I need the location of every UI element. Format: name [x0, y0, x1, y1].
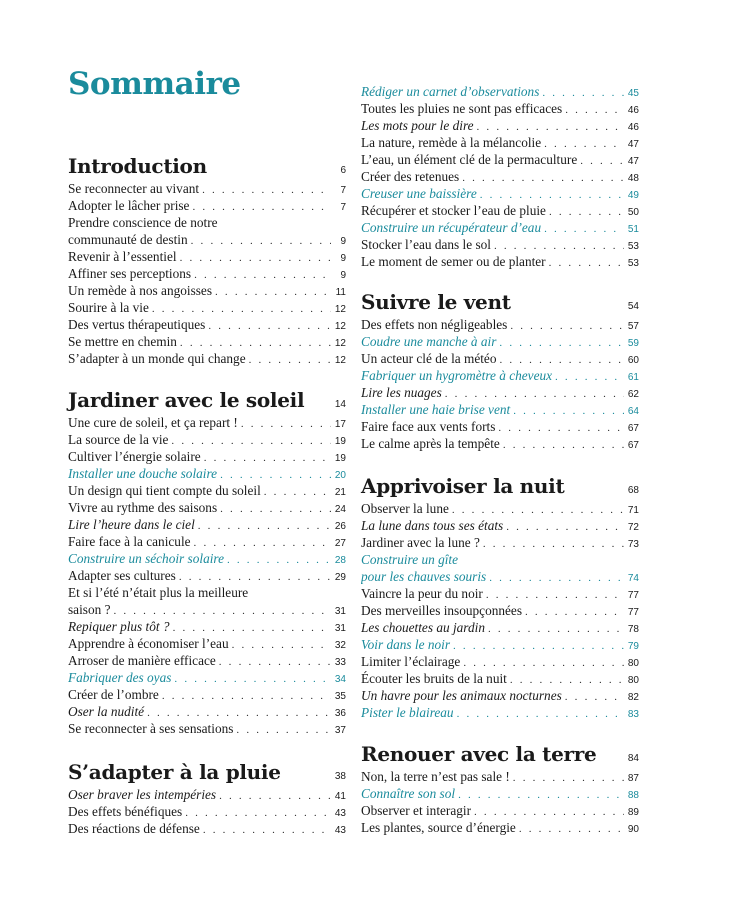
toc-leader-dots	[232, 637, 331, 652]
toc-entry[interactable]	[361, 687, 639, 704]
toc-entry[interactable]	[361, 435, 639, 452]
toc-entry[interactable]	[68, 567, 346, 584]
toc-entry[interactable]	[68, 214, 346, 231]
toc-entry-title: Créer des retenues	[361, 169, 460, 184]
toc-leader-dots	[542, 85, 624, 100]
toc-leader-dots	[219, 788, 331, 803]
toc-entry[interactable]	[361, 202, 639, 219]
toc-entry[interactable]	[68, 499, 346, 516]
toc-leader-dots	[192, 199, 331, 214]
toc-activity-entry[interactable]	[361, 551, 639, 568]
toc-entry-title: Des vertus thérapeutiques	[68, 317, 206, 332]
toc-entry-page: 36	[334, 708, 346, 719]
toc-entry-page: 87	[627, 773, 639, 784]
toc-leader-dots	[499, 335, 624, 350]
toc-leader-dots	[510, 672, 624, 687]
toc-entry-title: Faire face à la canicule	[68, 534, 191, 549]
toc-entry-title: Faire face aux vents forts	[361, 419, 496, 434]
toc-leader-dots	[264, 484, 331, 499]
toc-leader-dots	[580, 153, 624, 168]
toc-leader-dots	[198, 518, 331, 533]
toc-entry-page: 64	[627, 406, 639, 417]
toc-entry-title: Rédiger un carnet d’observations	[361, 84, 540, 99]
toc-entry-page: 43	[334, 808, 346, 819]
toc-leader-dots	[220, 467, 331, 482]
toc-leader-dots	[463, 655, 624, 670]
toc-leader-dots	[474, 804, 624, 819]
toc-entry-page: 32	[334, 640, 346, 651]
toc-activity-entry[interactable]	[361, 785, 639, 802]
toc-entry[interactable]	[68, 720, 346, 737]
toc-entry-title: Affiner ses perceptions	[68, 266, 192, 281]
toc-entry-page: 34	[334, 674, 346, 685]
toc-entry-page: 53	[627, 241, 639, 252]
toc-entry-page: 83	[627, 709, 639, 720]
toc-entry-title: Oser la nudité	[68, 704, 145, 719]
toc-entry-page: 31	[334, 623, 346, 634]
toc-activity-entry[interactable]	[361, 568, 639, 585]
toc-entry-page: 80	[627, 675, 639, 686]
toc-entry-title: Fabriquer un hygromètre à cheveux	[361, 368, 553, 383]
toc-entry[interactable]	[68, 197, 346, 214]
toc-leader-dots	[513, 770, 624, 785]
toc-entry-title: Les chouettes au jardin	[361, 620, 485, 635]
toc-section	[361, 742, 639, 836]
toc-leader-dots	[180, 335, 331, 350]
toc-entry[interactable]	[361, 151, 639, 168]
toc-entry-title: Connaître son sol	[361, 786, 456, 801]
toc-leader-dots	[113, 603, 331, 618]
toc-leader-dots	[494, 238, 624, 253]
toc-entry-page: 77	[627, 607, 639, 618]
toc-entry-title: Se reconnecter à ses sensations	[68, 721, 234, 736]
toc-leader-dots	[503, 437, 624, 452]
toc-entry-page: 26	[334, 521, 346, 532]
toc-leader-dots	[565, 689, 624, 704]
toc-entry-page: 19	[334, 436, 346, 447]
toc-entry-title: Coudre une manche à air	[361, 334, 497, 349]
toc-entry-page: 20	[334, 470, 346, 481]
toc-leader-dots	[179, 569, 331, 584]
toc-entry-title: Un acteur clé de la météo	[361, 351, 497, 366]
toc-entry-title: Cultiver l’énergie solaire	[68, 449, 201, 464]
toc-entry-title: Construire un séchoir solaire	[68, 551, 224, 566]
toc-entry[interactable]	[361, 100, 639, 117]
toc-leader-dots	[220, 501, 331, 516]
toc-entry-page: 12	[334, 355, 346, 366]
toc-entry[interactable]	[68, 533, 346, 550]
page-title: Sommaire	[68, 66, 241, 102]
toc-entry-page: 45	[627, 88, 639, 99]
toc-entry-page: 12	[334, 321, 346, 332]
toc-entry-title: Les plantes, source d’énergie	[361, 820, 516, 835]
toc-entry-page: 67	[627, 440, 639, 451]
toc-leader-dots	[249, 352, 331, 367]
toc-entry-page: 11	[335, 287, 346, 298]
toc-entry-page: 89	[627, 807, 639, 818]
toc-leader-dots	[185, 805, 331, 820]
section-heading-title: Apprivoiser la nuit	[361, 474, 565, 498]
toc-entry-title: Adapter ses cultures	[68, 568, 176, 583]
toc-entry-title: Se mettre en chemin	[68, 334, 177, 349]
toc-entry-title: Installer une douche solaire	[68, 466, 218, 481]
toc-section-heading[interactable]	[361, 742, 639, 768]
toc-entry-title: Stocker l’eau dans le sol	[361, 237, 491, 252]
toc-entry[interactable]	[68, 248, 346, 265]
toc-entry-title: Repiquer plus tôt ?	[68, 619, 170, 634]
section-heading-title: Renouer avec la terre	[361, 742, 597, 766]
toc-entry-page: 47	[627, 156, 639, 167]
toc-entry-page: 48	[627, 173, 639, 184]
toc-entry-title: Des effets non négligeables	[361, 317, 508, 332]
toc-entry-page: 46	[627, 122, 639, 133]
toc-entry-title: La source de la vie	[68, 432, 169, 447]
toc-entry-page: 9	[340, 236, 346, 247]
toc-section	[68, 154, 346, 367]
toc-leader-dots	[171, 433, 331, 448]
toc-entry-title: Vaincre la peur du noir	[361, 586, 483, 601]
toc-activity-entry[interactable]	[361, 704, 639, 721]
toc-entry-title: Observer la lune	[361, 501, 449, 516]
toc-entry[interactable]	[361, 517, 639, 534]
toc-leader-dots	[452, 502, 624, 517]
toc-entry-page: 88	[627, 790, 639, 801]
toc-entry[interactable]	[361, 802, 639, 819]
toc-entry[interactable]	[68, 686, 346, 703]
toc-leader-dots	[458, 787, 624, 802]
toc-entry[interactable]	[361, 619, 639, 636]
toc-entry[interactable]	[68, 265, 346, 282]
toc-entry-page: 73	[627, 539, 639, 550]
toc-entry-page: 49	[627, 190, 639, 201]
toc-activity-entry[interactable]	[68, 669, 346, 686]
toc-entry-page: 78	[627, 624, 639, 635]
toc-entry-title: Lire l’heure dans le ciel	[68, 517, 195, 532]
toc-entry-page: 62	[627, 389, 639, 400]
section-heading-title: Jardiner avec le soleil	[68, 388, 305, 412]
toc-activity-entry[interactable]	[361, 333, 639, 350]
toc-entry-page: 7	[340, 202, 346, 213]
toc-entry-title: S’adapter à un monde qui change	[68, 351, 246, 366]
toc-entry-page: 71	[627, 505, 639, 516]
toc-entry[interactable]	[68, 652, 346, 669]
toc-entry-title: Jardiner avec la lune ?	[361, 535, 480, 550]
toc-entry-title: Observer et interagir	[361, 803, 472, 818]
toc-leader-dots	[477, 119, 624, 134]
toc-entry-title: Revenir à l’essentiel	[68, 249, 177, 264]
toc-entry-page: 60	[627, 355, 639, 366]
toc-entry-page: 77	[627, 590, 639, 601]
toc-leader-dots	[489, 570, 624, 585]
toc-entry-page: 41	[334, 791, 346, 802]
toc-entry[interactable]	[361, 602, 639, 619]
toc-leader-dots	[180, 250, 331, 265]
section-heading-page: 68	[627, 485, 639, 496]
toc-entry[interactable]	[68, 299, 346, 316]
toc-entry-title: Creuser une baissière	[361, 186, 477, 201]
toc-leader-dots	[480, 187, 624, 202]
toc-entry-title: Se reconnecter au vivant	[68, 181, 200, 196]
toc-entry[interactable]	[68, 618, 346, 635]
section-heading-page: 84	[627, 753, 639, 764]
toc-entry-title: Lire les nuages	[361, 385, 442, 400]
toc-leader-dots	[445, 386, 624, 401]
toc-entry-page: 24	[334, 504, 346, 515]
toc-leader-dots	[241, 416, 331, 431]
toc-entry[interactable]	[361, 670, 639, 687]
toc-entry-title: Une cure de soleil, et ça repart !	[68, 415, 238, 430]
toc-entry-title: Écouter les bruits de la nuit	[361, 671, 507, 686]
toc-entry-page: 72	[627, 522, 639, 533]
toc-entry-page: 35	[334, 691, 346, 702]
toc-entry[interactable]	[361, 418, 639, 435]
toc-entry-page: 29	[334, 572, 346, 583]
toc-activity-entry[interactable]	[68, 550, 346, 567]
toc-leader-dots	[565, 102, 624, 117]
toc-entry-page: 46	[627, 105, 639, 116]
toc-entry-title: Vivre au rythme des saisons	[68, 500, 218, 515]
toc-entry-title: Le calme après la tempête	[361, 436, 500, 451]
toc-leader-dots	[152, 301, 331, 316]
toc-entry[interactable]	[68, 231, 346, 248]
toc-entry-title: Pister le blaireau	[361, 705, 454, 720]
toc-entry-page: 28	[334, 555, 346, 566]
toc-entry-page: 37	[334, 725, 346, 736]
toc-leader-dots	[204, 450, 331, 465]
toc-entry-title: Construire un gîte	[361, 552, 459, 567]
section-heading-title: S’adapter à la pluie	[68, 760, 281, 784]
toc-leader-dots	[506, 519, 624, 534]
toc-entry-page: 82	[627, 692, 639, 703]
toc-entry-page: 90	[627, 824, 639, 835]
toc-entry-title: Et si l’été n’était plus la meilleure	[68, 585, 249, 600]
toc-section-heading[interactable]	[361, 474, 639, 500]
toc-entry-title: pour les chauves souris	[361, 569, 487, 584]
section-heading-page: 38	[334, 771, 346, 782]
toc-leader-dots	[549, 255, 624, 270]
toc-entry-title: communauté de destin	[68, 232, 188, 247]
toc-leader-dots	[453, 638, 624, 653]
toc-entry-title: Un havre pour les animaux nocturnes	[361, 688, 562, 703]
toc-entry-page: 27	[334, 538, 346, 549]
toc-entry[interactable]	[68, 316, 346, 333]
toc-entry[interactable]	[361, 585, 639, 602]
toc-entry-title: Des effets bénéfiques	[68, 804, 183, 819]
toc-leader-dots	[236, 722, 331, 737]
toc-entry-title: Oser braver les intempéries	[68, 787, 217, 802]
toc-entry-page: 12	[334, 304, 346, 315]
toc-entry-page: 80	[627, 658, 639, 669]
toc-leader-dots	[525, 604, 624, 619]
toc-entry[interactable]	[361, 768, 639, 785]
section-heading-title: Suivre le vent	[361, 290, 511, 314]
toc-entry-page: 21	[334, 487, 346, 498]
toc-entry[interactable]	[361, 168, 639, 185]
section-heading-page: 14	[334, 399, 346, 410]
toc-leader-dots	[457, 706, 624, 721]
toc-entry[interactable]	[361, 253, 639, 270]
toc-section	[361, 83, 639, 270]
section-heading-page: 6	[340, 165, 346, 176]
toc-activity-entry[interactable]	[361, 83, 639, 100]
toc-entry-title: Toutes les pluies ne sont pas efficaces	[361, 101, 563, 116]
toc-entry[interactable]	[361, 316, 639, 333]
toc-leader-dots	[510, 318, 624, 333]
toc-leader-dots	[499, 352, 624, 367]
toc-entry-page: 9	[340, 270, 346, 281]
toc-entry[interactable]	[68, 516, 346, 533]
toc-leader-dots	[219, 654, 331, 669]
toc-leader-dots	[162, 688, 331, 703]
toc-entry-title: Sourire à la vie	[68, 300, 149, 315]
toc-leader-dots	[462, 170, 624, 185]
toc-entry[interactable]	[68, 333, 346, 350]
toc-entry[interactable]	[68, 482, 346, 499]
toc-leader-dots	[203, 822, 331, 837]
toc-activity-entry[interactable]	[361, 219, 639, 236]
toc-entry[interactable]	[68, 282, 346, 299]
toc-leader-dots	[544, 221, 624, 236]
toc-activity-entry[interactable]	[361, 401, 639, 418]
toc-entry[interactable]	[361, 500, 639, 517]
toc-leader-dots	[513, 403, 624, 418]
toc-entry[interactable]	[68, 180, 346, 197]
toc-entry-title: Non, la terre n’est pas sale !	[361, 769, 510, 784]
toc-entry-title: Limiter l’éclairage	[361, 654, 461, 669]
toc-entry[interactable]	[361, 236, 639, 253]
toc-entry[interactable]	[68, 786, 346, 803]
toc-entry-title: Des réactions de défense	[68, 821, 200, 836]
toc-entry-page: 47	[627, 139, 639, 150]
toc-leader-dots	[498, 420, 624, 435]
toc-leader-dots	[194, 267, 331, 282]
toc-entry-page: 59	[627, 338, 639, 349]
toc-entry[interactable]	[68, 350, 346, 367]
toc-entry-page: 67	[627, 423, 639, 434]
toc-entry-page: 53	[627, 258, 639, 269]
toc-section	[68, 760, 346, 837]
toc-leader-dots	[549, 204, 624, 219]
toc-activity-entry[interactable]	[361, 367, 639, 384]
toc-section	[361, 290, 639, 452]
section-heading-title: Introduction	[68, 154, 207, 178]
toc-entry-title: Arroser de manière efficace	[68, 653, 216, 668]
toc-entry[interactable]	[68, 448, 346, 465]
toc-section-heading[interactable]	[68, 154, 346, 180]
toc-leader-dots	[173, 620, 331, 635]
toc-leader-dots	[483, 536, 624, 551]
toc-entry-page: 50	[627, 207, 639, 218]
toc-leader-dots	[544, 136, 624, 151]
toc-entry-title: Installer une haie brise vent	[361, 402, 511, 417]
toc-section-heading[interactable]	[68, 760, 346, 786]
toc-section-heading[interactable]	[68, 388, 346, 414]
toc-leader-dots	[208, 318, 331, 333]
toc-section-heading[interactable]	[361, 290, 639, 316]
toc-entry[interactable]	[68, 584, 346, 601]
toc-leader-dots	[519, 821, 624, 836]
toc-entry-title: Les mots pour le dire	[361, 118, 474, 133]
toc-entry-page: 61	[627, 372, 639, 383]
toc-entry[interactable]	[361, 384, 639, 401]
toc-entry-title: La nature, remède à la mélancolie	[361, 135, 542, 150]
toc-section	[361, 474, 639, 721]
toc-entry-title: Apprendre à économiser l’eau	[68, 636, 229, 651]
toc-leader-dots	[202, 182, 331, 197]
toc-entry-title: La lune dans tous ses états	[361, 518, 504, 533]
toc-entry[interactable]	[68, 820, 346, 837]
section-heading-page: 54	[627, 301, 639, 312]
toc-entry-page: 12	[334, 338, 346, 349]
toc-section	[68, 388, 346, 737]
toc-activity-entry[interactable]	[361, 636, 639, 653]
toc-entry-title: Voir dans le noir	[361, 637, 451, 652]
toc-leader-dots	[174, 671, 331, 686]
toc-leader-dots	[488, 621, 624, 636]
toc-leader-dots	[147, 705, 331, 720]
toc-leader-dots	[555, 369, 624, 384]
toc-entry-title: Un design qui tient compte du soleil	[68, 483, 261, 498]
toc-entry-title: Fabriquer des oyas	[68, 670, 172, 685]
toc-entry-title: Récupérer et stocker l’eau de pluie	[361, 203, 546, 218]
toc-entry-page: 51	[627, 224, 639, 235]
toc-activity-entry[interactable]	[361, 185, 639, 202]
toc-entry-title: saison ?	[68, 602, 111, 617]
toc-entry-page: 43	[334, 825, 346, 836]
toc-entry-title: Créer de l’ombre	[68, 687, 159, 702]
toc-entry[interactable]	[361, 350, 639, 367]
toc-entry[interactable]	[68, 703, 346, 720]
toc-leader-dots	[194, 535, 331, 550]
toc-activity-entry[interactable]	[68, 465, 346, 482]
toc-entry-title: Adopter le lâcher prise	[68, 198, 190, 213]
toc-entry[interactable]	[68, 431, 346, 448]
toc-entry[interactable]	[361, 819, 639, 836]
toc-entry-page: 74	[627, 573, 639, 584]
toc-entry[interactable]	[68, 601, 346, 618]
toc-entry-page: 19	[334, 453, 346, 464]
toc-entry[interactable]	[68, 803, 346, 820]
toc-leader-dots	[215, 284, 331, 299]
toc-entry-page: 9	[340, 253, 346, 264]
toc-entry-page: 7	[340, 185, 346, 196]
toc-entry-title: Prendre conscience de notre	[68, 215, 218, 230]
toc-entry[interactable]	[361, 653, 639, 670]
toc-entry[interactable]	[361, 117, 639, 134]
toc-entry-title: Un remède à nos angoisses	[68, 283, 213, 298]
toc-entry[interactable]	[361, 534, 639, 551]
toc-entry-title: Construire un récupérateur d’eau	[361, 220, 542, 235]
toc-entry-title: Le moment de semer ou de planter	[361, 254, 546, 269]
toc-entry-title: Des merveilles insoupçonnées	[361, 603, 522, 618]
toc-entry[interactable]	[68, 635, 346, 652]
toc-entry-title: L’eau, un élément clé de la permaculture	[361, 152, 578, 167]
toc-entry-page: 79	[627, 641, 639, 652]
toc-leader-dots	[191, 233, 331, 248]
toc-entry-page: 31	[334, 606, 346, 617]
toc-entry[interactable]	[361, 134, 639, 151]
toc-entry[interactable]	[68, 414, 346, 431]
toc-entry-page: 33	[334, 657, 346, 668]
toc-leader-dots	[227, 552, 331, 567]
toc-entry-page: 57	[627, 321, 639, 332]
toc-leader-dots	[486, 587, 624, 602]
toc-entry-page: 17	[334, 419, 346, 430]
